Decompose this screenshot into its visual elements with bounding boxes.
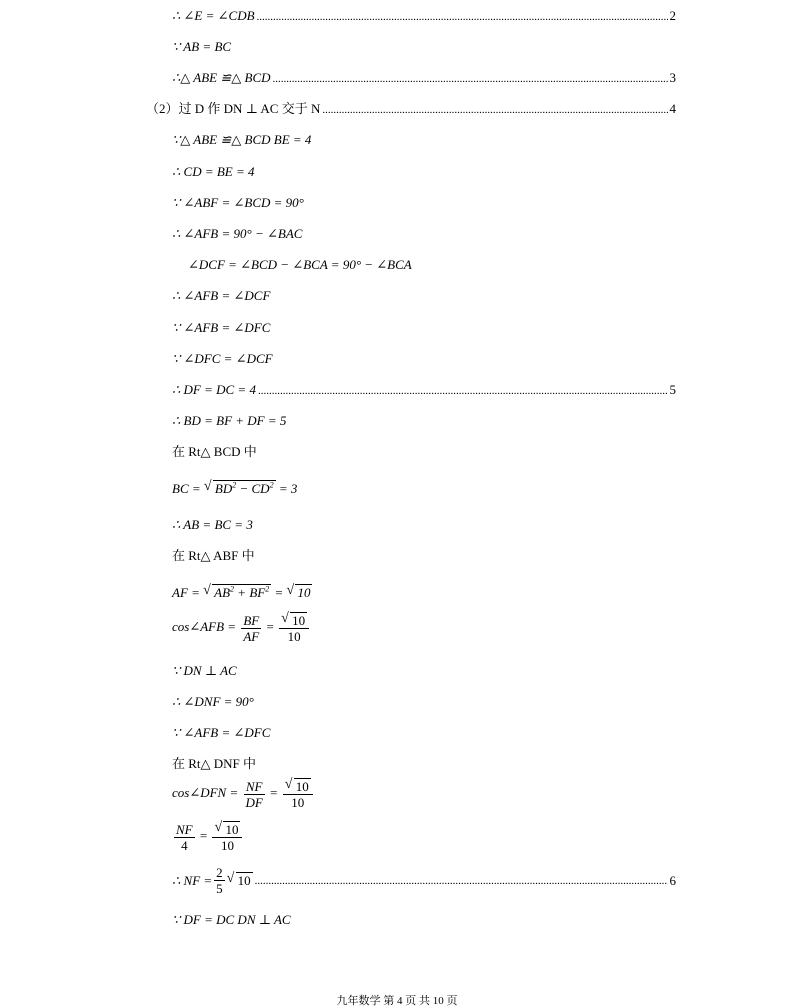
- sqrt-value: √ 10: [286, 584, 312, 601]
- score-mark: 6: [669, 872, 676, 888]
- dot-leader: [273, 70, 668, 87]
- step-afb-eq-dfc: ∵ ∠AFB = ∠DFC: [172, 320, 271, 335]
- fraction: $\frac{NF}{DF}$: [245, 778, 263, 810]
- fraction: √ $\frac{10}{10}$: [283, 778, 313, 810]
- step-dn-perp-ac: ∵ DN ⊥ AC: [172, 663, 237, 678]
- step-ab-eq-3: ∴ AB = BC = 3: [172, 517, 253, 532]
- sqrt-expression: √ $BD^2 - CD^2$: [204, 480, 276, 497]
- step-nf-result: ∴ NF = $\frac{2}{5}$ √ 10 ..... 6: [172, 865, 676, 896]
- step-angle-e-eq-cdb: ∴ ∠E = ∠CDB ..... 2: [172, 8, 676, 25]
- step-congruent-be: ∵△ ABE ≌△ BCD BE = 4: [172, 132, 312, 147]
- step-bc-sqrt: BC = √ $BD^2 - CD^2 = 3$: [172, 480, 297, 497]
- score-mark: 4: [669, 101, 676, 116]
- step-dnf-90: ∴ ∠DNF = 90°: [172, 694, 254, 709]
- step-af-sqrt: AF = √ $AB^2 + BF^2$ = √ 10: [172, 584, 312, 601]
- dot-leader: [258, 382, 668, 399]
- step-cos-afb: cos∠AFB = $\frac{BF}{AF}$ = √ $\frac{10}{10}$: [172, 612, 311, 644]
- dot-leader: [322, 101, 667, 118]
- step-cd-eq-be: ∴ CD = BE = 4: [172, 164, 255, 179]
- step-afb-eq-dcf: ∴ ∠AFB = ∠DCF: [172, 288, 271, 303]
- fraction: √ $\frac{10}{10}$: [279, 612, 309, 644]
- step-bd: ∴ BD = BF + DF = 5: [172, 413, 287, 428]
- sqrt-expression: √ $AB^2 + BF^2$: [203, 584, 271, 601]
- dot-leader: [255, 872, 668, 889]
- fraction: $\frac{2}{5}$: [216, 865, 223, 896]
- score-mark: 2: [669, 8, 676, 23]
- fraction: $\frac{BF}{AF}$: [243, 612, 260, 644]
- rt-abf-heading: 在 Rt△ ABF 中: [172, 548, 255, 563]
- sqrt-value: √ 10: [227, 872, 253, 889]
- step-right-angles: ∵ ∠ABF = ∠BCD = 90°: [172, 195, 304, 210]
- step-cos-dfn: cos∠DFN = $\frac{NF}{DF}$ = √ $\frac{10}{10}$: [172, 778, 315, 810]
- fraction: √ $\frac{10}{10}$: [212, 821, 242, 853]
- step-angle-dcf: ∠DCF = ∠BCD − ∠BCA = 90° − ∠BCA: [188, 257, 412, 272]
- step-ab-eq-bc: ∵ AB = BC: [172, 39, 232, 54]
- rt-bcd-heading: 在 Rt△ BCD 中: [172, 444, 257, 459]
- fraction: $\frac{NF}{4}$: [176, 821, 193, 853]
- step-df-eq-dc-final: ∵ DF = DC DN ⊥ AC: [172, 912, 291, 927]
- dot-leader: [257, 8, 668, 25]
- page-footer: 九年数学 第 4 页 共 10 页: [336, 995, 458, 1007]
- step-congruent: ∴△ ABE ≌△ BCD ..... 3: [172, 70, 676, 87]
- step-df-eq-dc: ∴ DF = DC = 4 ..... 5: [172, 382, 676, 399]
- step-angle-afb: ∴ ∠AFB = 90° − ∠BAC: [172, 226, 303, 241]
- step-nf-over-4: $\frac{NF}{4}$ = √ $\frac{10}{10}$: [172, 821, 244, 853]
- step-dfc-eq-dcf: ∵ ∠DFC = ∠DCF: [172, 351, 273, 366]
- score-mark: 3: [669, 70, 676, 85]
- step-afb-dfc: ∵ ∠AFB = ∠DFC: [172, 725, 271, 740]
- rt-dnf-heading: 在 Rt△ DNF 中: [172, 756, 257, 771]
- part-2-heading: （2）过 D 作 DN ⊥ AC 交于 N ..... 4: [146, 101, 676, 118]
- score-mark: 5: [669, 382, 676, 397]
